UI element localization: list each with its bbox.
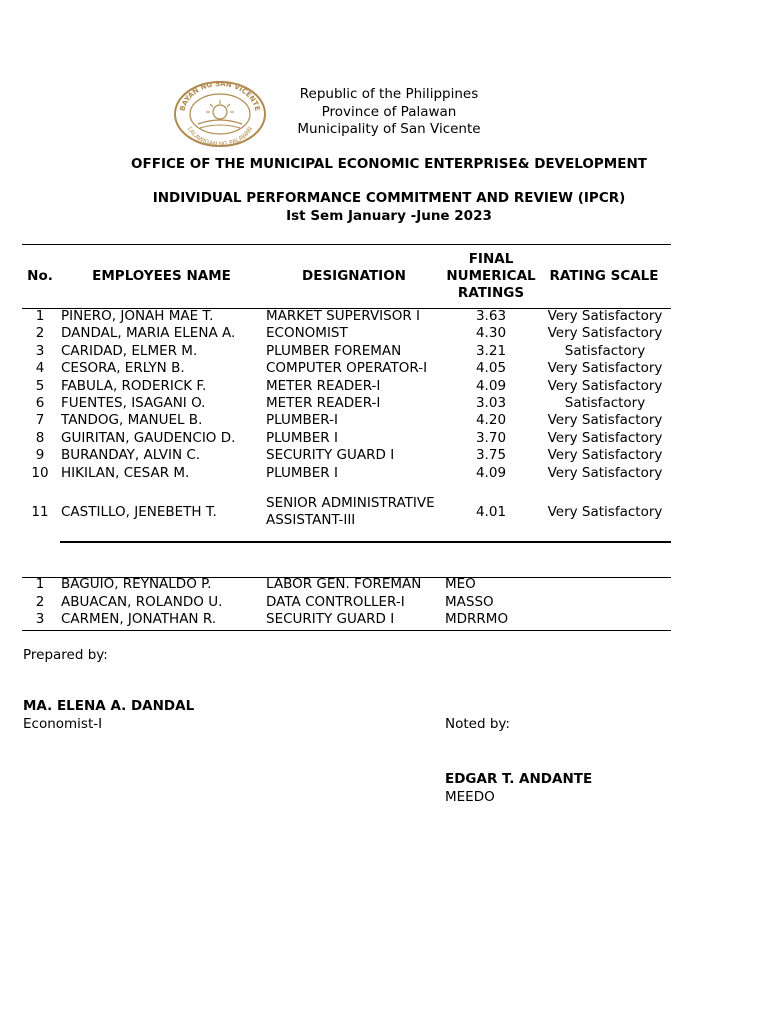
designation: METER READER-I	[266, 395, 381, 411]
table-top-rule	[22, 244, 671, 245]
designation: PLUMBER-I	[266, 412, 338, 429]
seal-top-text: BAYAN NG SAN VICENTE	[178, 80, 262, 112]
rating-scale: Very Satisfactory	[547, 360, 663, 377]
row-number: 6	[35, 395, 45, 411]
designation: PLUMBER I	[266, 429, 338, 446]
employee-name: CARMEN, JONATHAN R.	[61, 611, 217, 628]
header-municipality: Municipality of San Vicente	[297, 121, 481, 137]
office: MDRRMO	[445, 611, 509, 628]
prepared-by-title: Economist-I	[23, 716, 103, 732]
final-rating: 3.21	[475, 342, 507, 359]
table-row	[0, 360, 768, 377]
designation: ECONOMIST	[266, 325, 348, 342]
noted-by-name: EDGAR T. ANDANTE	[445, 771, 593, 787]
row-number: 5	[35, 377, 45, 394]
noted-by-label: Noted by:	[445, 716, 510, 732]
designation: MARKET SUPERVISOR I	[266, 308, 421, 324]
table-row	[0, 447, 768, 464]
final-rating: 3.03	[475, 395, 507, 411]
rating-scale: Satisfactory	[564, 342, 646, 359]
table-row	[0, 325, 768, 342]
final-rating: 4.09	[475, 377, 507, 394]
rating-scale: Very Satisfactory	[547, 447, 663, 464]
designation: LABOR GEN. FOREMAN	[266, 576, 422, 592]
row-number: 1	[35, 576, 45, 592]
row-number: 9	[35, 447, 45, 464]
table-row	[0, 308, 768, 325]
employee-name: GUIRITAN, GAUDENCIO D.	[61, 429, 236, 446]
designation: METER READER-I	[266, 377, 381, 394]
rating-scale: Very Satisfactory	[547, 429, 663, 446]
designation: SECURITY GUARD I	[266, 611, 395, 628]
employee-name: DANDAL, MARIA ELENA A.	[61, 325, 236, 342]
table-bottom-rule	[60, 541, 671, 543]
final-rating: 3.70	[475, 429, 507, 446]
table-row	[0, 465, 768, 482]
rating-scale: Very Satisfactory	[547, 377, 663, 394]
designation: PLUMBER FOREMAN	[266, 342, 402, 359]
detailed-bottom-rule	[22, 630, 671, 631]
employee-name: CESORA, ERLYN B.	[61, 360, 185, 377]
prepared-by-name: MA. ELENA A. DANDAL	[23, 698, 195, 714]
row-number: 3	[35, 611, 45, 628]
table-row	[0, 395, 768, 412]
rating-scale: Satisfactory	[564, 395, 646, 411]
designation: DATA CONTROLLER-I	[266, 593, 405, 610]
col-header-employee-name: EMPLOYEES NAME	[92, 268, 231, 284]
final-rating: 4.05	[475, 360, 507, 377]
table-row	[0, 412, 768, 429]
table-row	[0, 343, 768, 360]
header-republic: Republic of the Philippines	[299, 86, 479, 102]
row-number: 1	[35, 308, 45, 324]
col-header-rating-scale: RATING SCALE	[549, 268, 659, 284]
table-row	[0, 378, 768, 395]
employee-name: BURANDAY, ALVIN C.	[61, 447, 201, 464]
designation: SECURITY GUARD I	[266, 447, 395, 464]
row-number: 4	[35, 360, 45, 377]
office: MASSO	[445, 593, 494, 610]
rating-scale: Very Satisfactory	[547, 464, 663, 481]
detailed-row	[0, 594, 768, 611]
row-number: 7	[35, 412, 45, 429]
col-header-designation: DESIGNATION	[302, 268, 406, 284]
noted-by-title: MEEDO	[445, 789, 495, 805]
final-rating: 4.30	[475, 325, 507, 342]
header-province: Province of Palawan	[321, 103, 457, 120]
prepared-by-label: Prepared by:	[23, 647, 108, 663]
employee-name: HIKILAN, CESAR M.	[61, 464, 190, 481]
designation: COMPUTER OPERATOR-I	[266, 360, 428, 377]
employee-name: BAGUIO, REYNALDO P.	[61, 576, 212, 592]
employee-name: ABUACAN, ROLANDO U.	[61, 593, 223, 610]
table-row: 11 CASTILLO, JENEBETH T. SENIOR ADMINISTRATIVE ASSISTANT-III 4.01 Very Satisfactory	[31, 495, 663, 528]
table-row	[0, 430, 768, 447]
seal-bottom-text: LALAWIGAN NG PALAWAN	[185, 125, 255, 148]
employee-name: PIÑERO, JONAH MAE T.	[61, 308, 214, 324]
row-number: 10	[31, 464, 49, 481]
col-header-no: No.	[27, 268, 53, 284]
employee-name: TANDOG, MANUEL B.	[61, 412, 203, 429]
col-header-final-ratings: FINAL NUMERICAL RATINGS	[446, 251, 536, 301]
detailed-row	[0, 576, 768, 593]
rating-scale: Very Satisfactory	[547, 325, 663, 342]
employee-name: FABULA, RODERICK F.	[61, 377, 207, 394]
office: MEO	[445, 576, 476, 592]
row-number: 8	[35, 429, 45, 446]
document-title: INDIVIDUAL PERFORMANCE COMMITMENT AND REVIEW (IPCR)	[152, 190, 626, 206]
row-number: 3	[35, 342, 45, 359]
document-period: Ist Sem January -June 2023	[286, 208, 492, 224]
row-number: 2	[35, 325, 45, 342]
rating-scale: Very Satisfactory	[547, 412, 663, 429]
final-rating: 4.09	[475, 464, 507, 481]
designation: PLUMBER I	[266, 464, 338, 481]
final-rating: 4.20	[475, 412, 507, 429]
final-rating: 3.63	[475, 308, 507, 324]
office-title: OFFICE OF THE MUNICIPAL ECONOMIC ENTERPRISE& DEVELOPMENT	[131, 156, 647, 172]
rating-scale: Very Satisfactory	[547, 308, 663, 324]
detailed-row	[0, 611, 768, 628]
final-rating: 3.75	[475, 447, 507, 464]
row-number: 2	[35, 593, 45, 610]
employee-name: CARIDAD, ELMER M.	[61, 342, 198, 359]
employee-name: FUENTES, ISAGANI O.	[61, 395, 206, 411]
